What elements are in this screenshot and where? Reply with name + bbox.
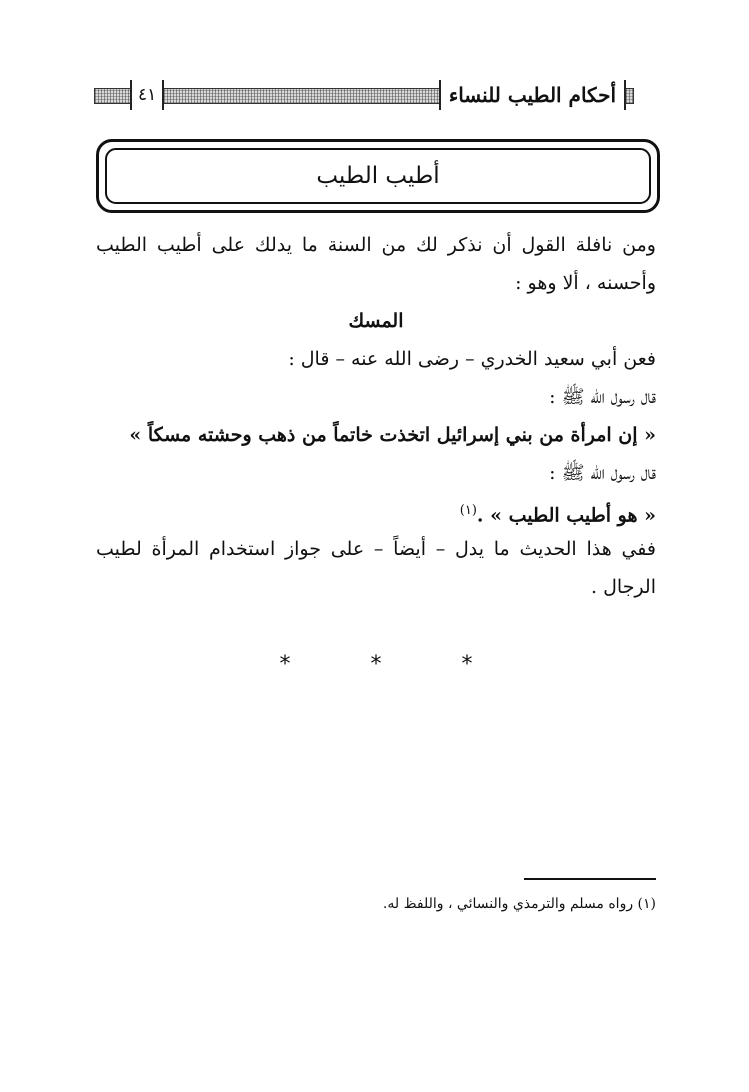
paragraph-line: الرجال . <box>591 576 656 598</box>
separator-star-icon: * <box>370 652 382 677</box>
running-header <box>94 80 634 116</box>
separator-star-icon: * <box>461 652 473 677</box>
header-book-title: أحكام الطيب للنساء <box>439 80 626 110</box>
footnote-divider <box>524 878 656 880</box>
page-number: ٤١ <box>130 80 164 110</box>
paragraph-line: ففي هذا الحديث ما يدل – أيضاً – على جواز استخدام المرأة لطيب <box>96 538 656 560</box>
footnote-reference: (١) <box>459 503 477 518</box>
body-text <box>96 226 656 606</box>
hadith-quote: « إن امرأة من بني إسرائيل اتخذت خاتماً من ذهب وحشته مسكاً » <box>129 424 656 446</box>
paragraph-line: ومن نافلة القول أن نذكر لك من السنة ما يدلك على أطيب الطيب <box>96 234 656 256</box>
paragraph-line: قال رسول الله ﷺ : <box>549 462 656 484</box>
paragraph-line: فعن أبي سعيد الخدري – رضى الله عنه – قال : <box>288 348 656 370</box>
subheading: المسك <box>348 310 404 332</box>
paragraph-line: قال رسول الله ﷺ : <box>549 386 656 408</box>
hadith-quote-line <box>96 492 656 530</box>
section-title: أطيب الطيب <box>316 163 440 189</box>
footnote: (١) رواه مسلم والترمذي والنسائي ، واللفظ له. <box>382 896 656 912</box>
section-title-frame <box>96 139 660 213</box>
separator-star-icon: * <box>279 652 291 677</box>
hadith-quote: « هو أطيب الطيب » . <box>476 504 656 527</box>
paragraph-line: وأحسنه ، ألا وهو : <box>515 272 656 294</box>
section-title-inner-frame <box>105 148 651 204</box>
section-separator <box>96 652 656 677</box>
